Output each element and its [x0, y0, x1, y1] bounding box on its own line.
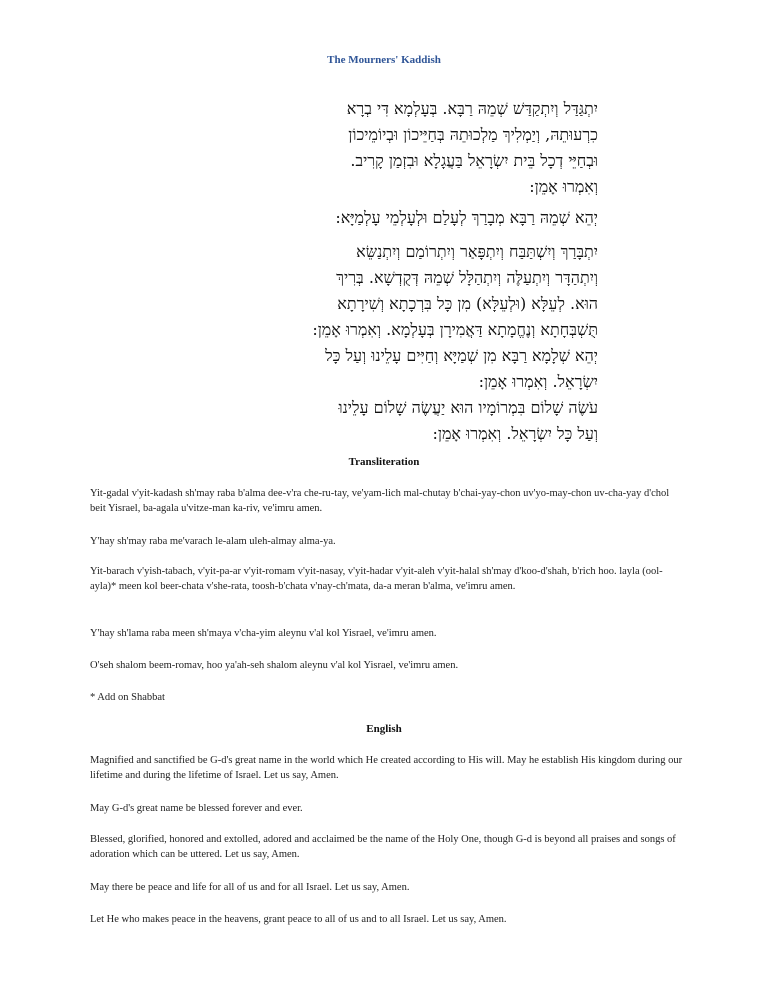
english-paragraph: May there be peace and life for all of us and for all Israel. Let us say, Amen.	[90, 882, 410, 893]
footnote: * Add on Shabbat	[90, 692, 165, 703]
hebrew-line: וְאִמְרוּ אָמֵן:	[529, 177, 598, 196]
hebrew-line: יִשְׂרָאֵל. וְאִמְרוּ אָמֵן:	[478, 372, 598, 391]
hebrew-line: הוּא. לְעֵלָּא (וּלְעֵלָּא) מִן כָּל בִּרְכָתָא וְשִׁירָתָא	[337, 294, 598, 313]
transliteration-paragraph: Y'hay sh'may raba me'varach le-alam uleh-almay alma-ya.	[90, 536, 336, 547]
hebrew-line: וּבְחַיֵּי דְכָל בֵּית יִשְׂרָאֵל בַּעֲגָלָא וּבִזְמַן קָרִיב.	[350, 151, 598, 170]
transliteration-paragraph: Yit-gadal v'yit-kadash sh'may raba b'alma dee-v'ra che-ru-tay, ve'yam-lich mal-chutay b'chai-yay-chon uv'yo-may-chon uv-cha-yay d'chol beit Yisrael, ba-agala u'vitze-man ka-riv, ve'imru amen.	[90, 488, 670, 514]
transliteration-paragraph: Y'hay sh'lama raba meen sh'maya v'cha-yim aleynu v'al kol Yisrael, ve'imru amen.	[90, 628, 437, 639]
english-paragraph: May G-d's great name be blessed forever and ever.	[90, 803, 303, 814]
hebrew-line: יְהֵא שְׁמֵהּ רַבָּא מְבָרַךְ לְעָלַם וּלְעָלְמֵי עָלְמַיָּא:	[335, 208, 598, 227]
english-paragraph: Blessed, glorified, honored and extolled, adored and acclaimed be the name of the Holy One, though G-d is beyond all praises and songs of adoration which can be uttered. Let us say, Amen.	[90, 834, 676, 860]
english-paragraph: Let He who makes peace in the heavens, grant peace to all of us and to all Israel. Let us say, Amen.	[90, 914, 507, 925]
hebrew-line: וְעַל כָּל יִשְׂרָאֵל. וְאִמְרוּ אָמֵן:	[432, 424, 598, 443]
hebrew-line: תֻּשְׁבְּחָתָא וְנֶחֱמָתָא דַּאֲמִירָן בְּעָלְמָא. וְאִמְרוּ אָמֵן:	[312, 320, 598, 339]
hebrew-block-3	[312, 239, 598, 447]
hebrew-line: יִתְגַּדַּל וְיִתְקַדַּשׁ שְׁמֵהּ רַבָּא. בְּעָלְמָא דִּי בְרָא	[346, 99, 598, 118]
hebrew-line: כִרְעוּתֵהּ, וְיַמְלִיךְ מַלְכוּתֵהּ בְּחַיֵּיכוֹן וּבְיוֹמֵיכוֹן	[348, 125, 598, 144]
hebrew-line: יִתְבָּרַךְ וְיִשְׁתַּבַּח וְיִתְפָּאַר וְיִתְרוֹמַם וְיִתְנַשֵּׂא	[356, 242, 598, 261]
english-paragraph: Magnified and sanctified be G-d's great name in the world which He created according to His will. May he establish His kingdom during our lifetime and during the lifetime of Israel. Let us say, Amen.	[90, 755, 683, 781]
transliteration-paragraph: Yit-barach v'yish-tabach, v'yit-pa-ar v'yit-romam v'yit-nasay, v'yit-hadar v'yit-aleh v'yit-halal sh'may d'koo-d'shah, b'rich hoo. layla (ool-ayla)* meen kol beer-chata v'she-rata, toosh-b'chata v'nay-ch'mata, da-a meran b'alma, ve'imru amen.	[90, 566, 663, 592]
hebrew-block-2	[335, 205, 598, 231]
english-heading: English	[366, 723, 402, 735]
hebrew-block-1	[347, 96, 598, 200]
transliteration-heading: Transliteration	[348, 456, 420, 468]
page-title: The Mourners' Kaddish	[327, 54, 441, 66]
transliteration-paragraph: O'seh shalom beem-romav, hoo ya'ah-seh shalom aleynu v'al kol Yisrael, ve'imru amen.	[90, 660, 459, 671]
hebrew-line: יְהֵא שְׁלָמָא רַבָּא מִן שְׁמַיָּא וְחַיִּים עָלֵינוּ וְעַל כָּל	[325, 346, 598, 365]
hebrew-line: וְיִתְהַדָּר וְיִתְעַלֶּה וְיִתְהַלָּל שְׁמֵהּ דְּקֻדְשָׁא. בְּרִיךְ	[336, 268, 598, 287]
hebrew-line: עֹשֶׂה שָׁלוֹם בִּמְרוֹמָיו הוּא יַעֲשֶׂה שָׁלוֹם עָלֵינוּ	[338, 398, 598, 417]
